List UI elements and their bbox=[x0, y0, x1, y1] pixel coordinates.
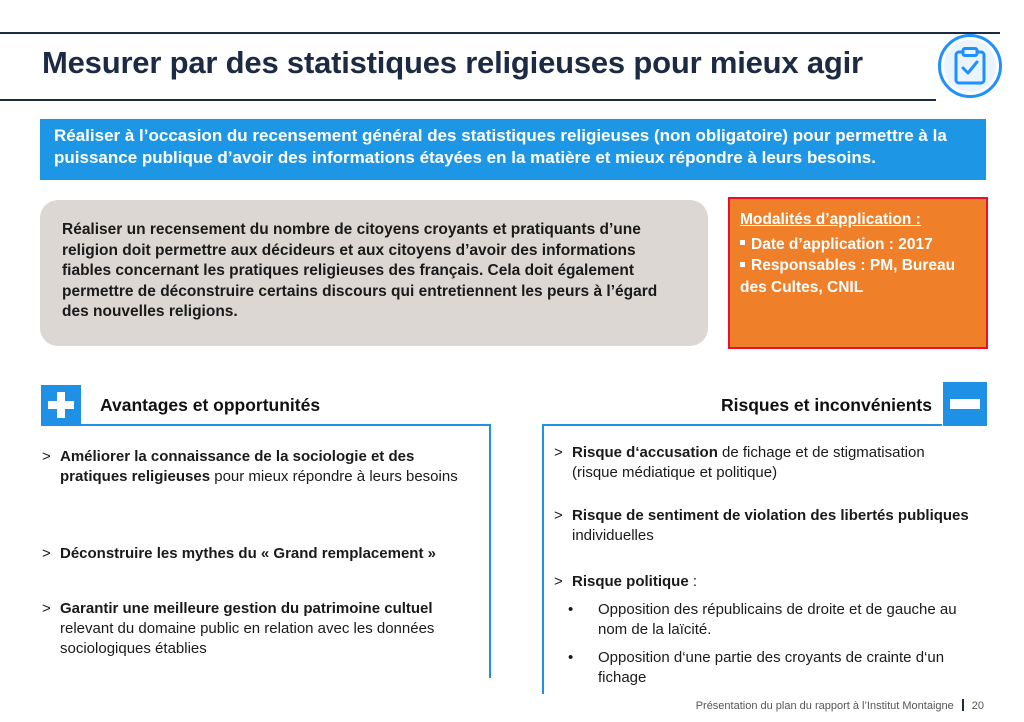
chevron-marker: > bbox=[42, 600, 51, 617]
advantage-bold: Déconstruire les mythes du « Grand remplacement » bbox=[60, 545, 436, 562]
bullet-icon: • bbox=[568, 601, 574, 618]
risk-bold: Risque d‘accusation bbox=[572, 444, 718, 461]
risk-text bbox=[554, 443, 974, 483]
square-bullet-icon bbox=[740, 262, 745, 267]
chevron-marker: > bbox=[554, 573, 563, 590]
advantage-bold: Améliorer la connaissance de la sociologie et des pratiques religieuses bbox=[60, 448, 415, 485]
chevron-marker: > bbox=[42, 545, 51, 562]
modalites-date-text: Date d’application : 2017 bbox=[751, 235, 933, 253]
risk-text bbox=[554, 506, 974, 546]
page-number: 20 bbox=[971, 700, 984, 712]
logo bbox=[938, 34, 1002, 98]
risk-rest: de fichage et de stigmatisation (risque médiatique et politique) bbox=[572, 444, 925, 481]
risk-text bbox=[554, 572, 974, 592]
title-rule bbox=[0, 99, 936, 101]
risk-item bbox=[554, 572, 974, 592]
top-rule bbox=[0, 32, 1000, 34]
advantage-item bbox=[42, 599, 472, 659]
footer-separator bbox=[962, 699, 964, 711]
risk-sub-item bbox=[568, 600, 978, 640]
context-box: Réaliser un recensement du nombre de citoyens croyants et pratiquants d’une religion doit permettre aux décideurs et aux citoyens d’avoir des informations fiables concernant les pratiques religieuses des français. Cela doit également permettre de déconstruire certains discours qui entretiennent les peurs à l’égard des nouvelles religions. bbox=[40, 200, 708, 346]
advantage-text bbox=[42, 544, 482, 564]
risk-item bbox=[554, 443, 974, 483]
risk-sub-text: Opposition d‘une partie des croyants de crainte d‘un fichage bbox=[598, 649, 945, 686]
risk-sub-item bbox=[568, 648, 978, 688]
modalites-responsables-text: Responsables : PM, Bureau des Cultes, CNIL bbox=[740, 257, 956, 296]
clipboard-check-icon bbox=[953, 47, 987, 85]
chevron-marker: > bbox=[42, 448, 51, 465]
risks-heading: Risques et inconvénients bbox=[720, 395, 932, 415]
advantage-rest: relevant du domaine public en relation avec les données sociologiques établies bbox=[60, 620, 435, 657]
modalites-date bbox=[740, 234, 976, 256]
chevron-marker: > bbox=[554, 507, 563, 524]
logo-inner bbox=[944, 40, 996, 92]
footer-text: Présentation du plan du rapport à l’Institut Montaigne bbox=[695, 700, 954, 712]
chevron-marker: > bbox=[554, 444, 563, 461]
advantage-text bbox=[42, 447, 462, 487]
advantage-bold: Garantir une meilleure gestion du patrimoine cultuel bbox=[60, 600, 433, 617]
risk-rest: individuelles bbox=[572, 527, 654, 544]
advantage-item bbox=[42, 544, 482, 564]
modalites-title: Modalités d’application : bbox=[740, 211, 921, 228]
plus-icon bbox=[41, 385, 81, 425]
minus-icon bbox=[943, 382, 987, 426]
risk-rest: : bbox=[688, 573, 698, 590]
square-bullet-icon bbox=[740, 240, 745, 245]
modalites-box bbox=[728, 197, 988, 349]
modalites-responsables bbox=[740, 255, 976, 298]
risk-bold: Risque politique bbox=[572, 573, 689, 590]
advantage-text bbox=[42, 599, 472, 659]
page-title: Mesurer par des statistiques religieuses pour mieux agir bbox=[42, 45, 863, 80]
risk-item bbox=[554, 506, 974, 546]
risk-bold: Risque de sentiment de violation des libertés publiques bbox=[572, 507, 969, 524]
risk-sub-text: Opposition des républicains de droite et de gauche au nom de la laïcité. bbox=[598, 601, 957, 638]
objective-banner: Réaliser à l’occasion du recensement général des statistiques religieuses (non obligatoire) pour permettre à la puissance publique d’avoir des informations étayées en la matière et mieux répondre à leurs besoins. bbox=[40, 119, 986, 180]
advantages-heading: Avantages et opportunités bbox=[100, 395, 321, 415]
advantage-rest: pour mieux répondre à leurs besoins bbox=[210, 468, 458, 485]
footer bbox=[696, 699, 984, 712]
bullet-icon: • bbox=[568, 649, 574, 666]
advantage-item bbox=[42, 447, 462, 487]
